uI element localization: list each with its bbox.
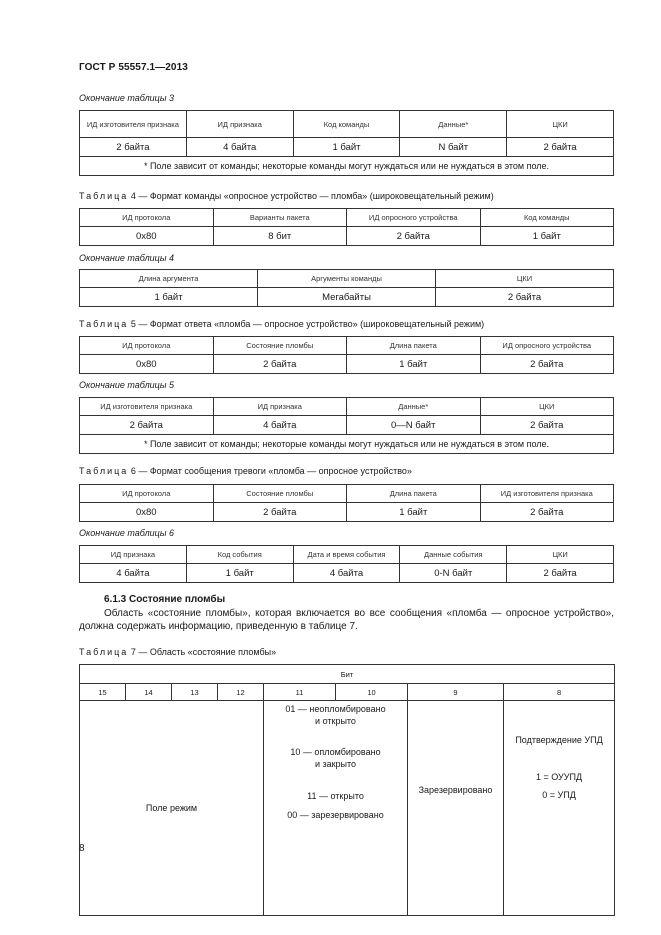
table-header-cell: ЦКИ: [507, 546, 614, 564]
table-header-row: [80, 398, 614, 416]
bit-number: 11: [264, 684, 336, 701]
table-cell: 1 байт: [480, 227, 614, 246]
table-header-cell: ИД признака: [186, 111, 293, 138]
reserved-cell: Зарезервировано: [408, 701, 504, 916]
table-row: [80, 416, 614, 435]
ack-value: 0 = УПД: [542, 790, 576, 800]
table-header-cell: ИД опросного устройства: [480, 337, 614, 355]
table-header-cell: ИД протокола: [80, 209, 214, 227]
table-cell: 2 байта: [480, 416, 614, 435]
table-cell: 2 байта: [507, 138, 614, 157]
table-header-cell: Длина пакета: [347, 485, 481, 503]
table-header-cell: ИД изготовителя признака: [80, 111, 187, 138]
table-header-cell: Данные события: [400, 546, 507, 564]
table-6-end-caption: Окончание таблицы 6: [79, 528, 174, 538]
table-7-caption: [79, 647, 276, 657]
table-cell: 0x80: [80, 503, 214, 522]
table-6-caption: [79, 466, 412, 476]
table-note-row: [80, 157, 614, 176]
table-header-cell: ИД протокола: [80, 337, 214, 355]
table-label: Таблица: [79, 647, 129, 657]
table-header-row: [80, 546, 614, 564]
table-header-row: [80, 337, 614, 355]
table-header-cell: ИД признака: [80, 546, 187, 564]
table-note-row: [80, 435, 614, 454]
table-cell: 2 байта: [213, 503, 347, 522]
table-header-cell: Варианты пакета: [213, 209, 347, 227]
bit-number: 14: [126, 684, 172, 701]
page-number: 8: [79, 843, 85, 854]
table-header-cell: ИД признака: [213, 398, 347, 416]
table-title: — Формат сообщения тревоги «пломба — опросное устройство»: [138, 466, 412, 476]
table-header-cell: Аргументы команды: [258, 270, 436, 288]
table-label: Таблица: [79, 191, 129, 201]
table-5-caption: [79, 319, 484, 329]
table-header-cell: ИД изготовителя признака: [480, 485, 614, 503]
section-heading: 6.1.3 Состояние пломбы: [104, 594, 226, 605]
table-row: [80, 564, 614, 583]
table-header-cell: ЦКИ: [436, 270, 614, 288]
table-header-cell: Длина пакета: [347, 337, 481, 355]
table-cell: 2 байта: [507, 564, 614, 583]
mode-value: 00 — зарезервировано: [287, 809, 384, 820]
table-header-cell: ИД протокола: [80, 485, 214, 503]
table-header-cell: Данные*: [400, 111, 507, 138]
bit-number: 8: [504, 684, 615, 701]
table-cell: 1 байт: [293, 138, 400, 157]
table-4-end: [79, 269, 614, 307]
table-number: 4: [130, 191, 136, 201]
table-cell: 1 байт: [186, 564, 293, 583]
mode-value: и открыто: [315, 715, 356, 726]
table-header-row: [80, 270, 614, 288]
table-4-end-caption: Окончание таблицы 4: [79, 253, 174, 263]
table-header-cell: ЦКИ: [480, 398, 614, 416]
table-cell: 1 байт: [80, 288, 258, 307]
table-cell: 2 байта: [80, 416, 214, 435]
table-cell: Мегабайты: [258, 288, 436, 307]
table-number: 6: [130, 466, 136, 476]
table-row: [80, 355, 614, 374]
table-cell: 2 байта: [347, 227, 481, 246]
mode-field-cell: Поле режим: [80, 701, 264, 916]
bit-number-row: [80, 684, 615, 701]
ack-cell: [504, 701, 615, 916]
table-cell: 1 байт: [347, 355, 481, 374]
table-6-end: [79, 545, 614, 583]
table-5-end-caption: Окончание таблицы 5: [79, 380, 174, 390]
table-header-cell: ЦКИ: [507, 111, 614, 138]
table-footnote: * Поле зависит от команды; некоторые команды могут нуждаться или не нуждаться в этом поле.: [80, 157, 614, 176]
table-title: — Область «состояние пломбы»: [138, 647, 277, 657]
mode-value: и закрыто: [314, 758, 357, 769]
mode-values-cell: [264, 701, 408, 916]
table-title: — Формат ответа «пломба — опросное устройство» (широковещательный режим): [138, 319, 485, 329]
standard-header: ГОСТ Р 55557.1—2013: [79, 62, 188, 73]
table-header-cell: Дата и время события: [293, 546, 400, 564]
table-cell: 2 байта: [80, 138, 187, 157]
section-paragraph: [79, 607, 614, 633]
table-row: [80, 701, 615, 916]
table-header-cell: Код команды: [480, 209, 614, 227]
table-header-cell: Длина аргумента: [80, 270, 258, 288]
table-header-row: [80, 485, 614, 503]
mode-value: 10 — опломбировано: [290, 747, 381, 757]
table-number: 7: [130, 647, 136, 657]
table-label: Таблица: [79, 466, 129, 476]
table-cell: 4 байта: [213, 416, 347, 435]
table-header-cell: Данные*: [347, 398, 481, 416]
table-5-end: [79, 397, 614, 454]
bit-number: 9: [408, 684, 504, 701]
mode-value: 01 — неопломбировано: [285, 704, 386, 714]
mode-value: 11 — открыто: [307, 791, 364, 801]
table-cell: 0—N байт: [347, 416, 481, 435]
table-header-row: [80, 665, 615, 684]
table-header-cell: Код события: [186, 546, 293, 564]
table-footnote: * Поле зависит от команды; некоторые команды могут нуждаться или не нуждаться в этом поле.: [80, 435, 614, 454]
table-cell: 2 байта: [480, 355, 614, 374]
table-3-caption: Окончание таблицы 3: [79, 93, 174, 103]
table-4: [79, 208, 614, 246]
bit-number: 15: [80, 684, 126, 701]
table-header-cell: Код команды: [293, 111, 400, 138]
bit-number: 13: [172, 684, 218, 701]
table-cell: N байт: [400, 138, 507, 157]
table-cell: 2 байта: [213, 355, 347, 374]
table-header-cell: Состояние пломбы: [213, 485, 347, 503]
table-row: [80, 227, 614, 246]
table-header-row: [80, 111, 614, 138]
bit-header: Бит: [80, 665, 615, 684]
table-number: 5: [130, 319, 136, 329]
table-cell: 0x80: [80, 355, 214, 374]
bit-number: 10: [336, 684, 408, 701]
ack-title: Подтверждение УПД: [515, 735, 603, 745]
table-header-cell: Состояние пломбы: [213, 337, 347, 355]
table-5: [79, 336, 614, 374]
table-6: [79, 484, 614, 522]
table-cell: 2 байта: [436, 288, 614, 307]
table-cell: 0-N байт: [400, 564, 507, 583]
paragraph-text: Область «состояние пломбы», которая включается во все сообщения «пломба — опросное устройство», должна содержать информацию, приведенную в таблице 7.: [79, 608, 614, 632]
table-3-end: [79, 110, 614, 176]
table-header-cell: ИД опросного устройства: [347, 209, 481, 227]
table-row: [80, 503, 614, 522]
table-header-cell: ИД изготовителя признака: [80, 398, 214, 416]
table-cell: 4 байта: [293, 564, 400, 583]
table-cell: 0x80: [80, 227, 214, 246]
table-7: [79, 664, 615, 916]
table-cell: 2 байта: [480, 503, 614, 522]
table-cell: 8 бит: [213, 227, 347, 246]
table-header-row: [80, 209, 614, 227]
table-title: — Формат команды «опросное устройство — пломба» (широковещательный режим): [138, 191, 494, 201]
table-4-caption: [79, 191, 494, 201]
table-row: [80, 138, 614, 157]
bit-number: 12: [218, 684, 264, 701]
table-cell: 4 байта: [80, 564, 187, 583]
table-cell: 4 байта: [186, 138, 293, 157]
table-row: [80, 288, 614, 307]
ack-value: 1 = ОУУПД: [535, 771, 583, 782]
table-cell: 1 байт: [347, 503, 481, 522]
table-label: Таблица: [79, 319, 129, 329]
